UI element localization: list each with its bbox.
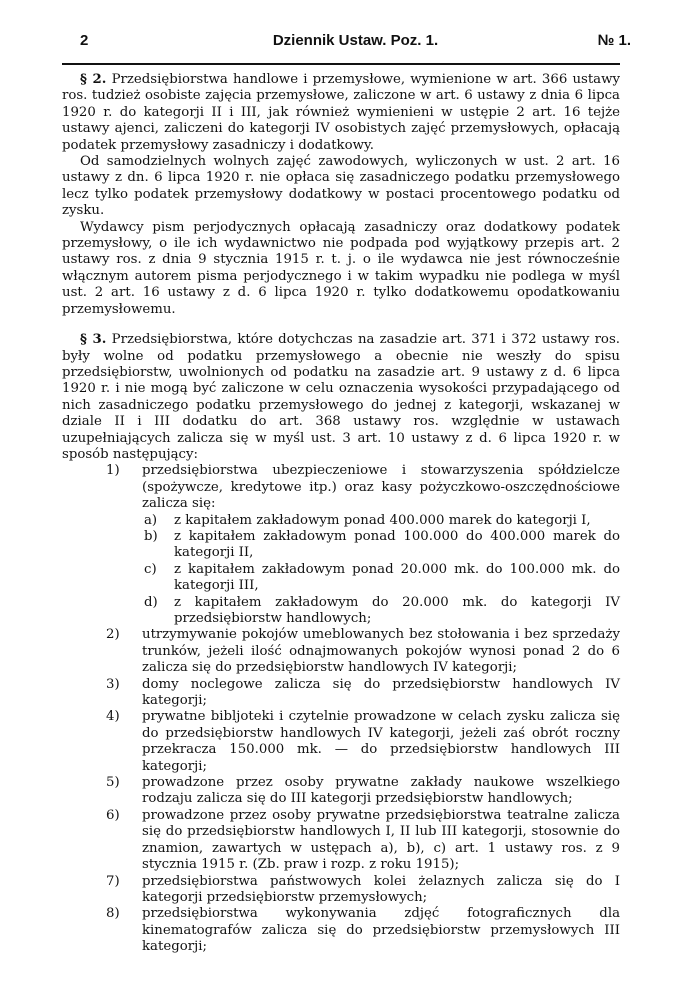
header-divider (62, 63, 620, 65)
list-item (62, 627, 620, 676)
list-item (62, 906, 620, 955)
issue-number: № 1. (597, 32, 631, 49)
sub-list-item (62, 562, 620, 595)
sub-item-letter: d) (144, 594, 158, 610)
list-item-text: domy noclegowe zalicza się do przedsiębiorstw handlowych IV kategorji; (142, 676, 620, 709)
sub-item-text: z kapitałem zakładowym ponad 100.000 do 400.000 marek do kategorji II, (174, 528, 620, 561)
list-item (62, 677, 620, 710)
list-item-number: 8) (106, 906, 120, 922)
sub-list-item (62, 529, 620, 562)
section-2-text-1: Przedsiębiorstwa handlowe i przemysłowe, wymienione w art. 366 ustawy ros. tudzież osobiste zajęcia przemysłowe, zaliczone w art. 6 ustawy z dnia 6 lipca 1920 r. do kategorji II i III, jak również wymienieni w ustępie 2 art. 16 tejże ustawy ajenci, zaliczeni do kategorji IV osobistych zajęć przemysłowych, opłacają podatek przemysłowy zasadniczy i dodatkowy. (62, 72, 620, 153)
section-2-paragraph-3: Wydawcy pism perjodycznych opłacają zasadniczy oraz dodatkowy podatek przemysłowy, o ile ich wydawnictwo nie podpada pod wyjątkowy przepis art. 2 ustawy ros. z dnia 9 stycznia 1915 r. t. j. o ile wydawca nie jest równocześnie włącznym autorem pisma perjodycznego i w takim wypadku nie podlega w myśl ust. 2 art. 16 ustawy z d. 6 lipca 1920 r. tylko dodatkowemu opodatkowaniu przemysłowemu. (62, 219, 620, 317)
body-text (62, 72, 620, 956)
list-item-number: 7) (106, 873, 120, 889)
list-item-number: 5) (106, 775, 120, 791)
section-gap (62, 318, 620, 332)
sub-item-letter: c) (144, 561, 157, 577)
sub-item-letter: b) (144, 528, 158, 544)
section-2-paragraph-2: Od samodzielnych wolnych zajęć zawodowych, wyliczonych w ust. 2 art. 16 ustawy z dn. 6 lipca 1920 r. nie opłaca się zasadniczego podatku przemysłowego lecz tylko podatek przemysłowy dodatkowy w postaci procentowego podatku od zysku. (62, 154, 620, 219)
sub-item-text: z kapitałem zakładowym do 20.000 mk. do kategorji IV przedsiębiorstw handlowych; (174, 594, 620, 626)
list-item-number: 4) (106, 709, 120, 725)
sub-list-item (62, 595, 620, 628)
list-item-number: 6) (106, 807, 120, 823)
list-item-text: przedsiębiorstwa państwowych kolei żelaznych zalicza się do I kategorji przedsiębiorstw przemysłowych; (142, 873, 620, 905)
list-item (62, 808, 620, 874)
section-3-number: § 3. (80, 332, 107, 348)
list-item-text: prowadzone przez osoby prywatne przedsiębiorstwa teatralne zalicza się do przedsiębiorstw handlowych I, II lub III kategorji, stosownie do znamion, zawartych w ustępach a), b), c) art. 1 ustawy ros. z 9 stycznia 1915 r. (Zb. praw i rozp. z roku 1915); (142, 807, 620, 873)
sub-item-letter: a) (144, 512, 158, 528)
list-item (62, 709, 620, 775)
section-3-intro (62, 332, 620, 463)
list-item-text: utrzymywanie pokojów umeblowanych bez stołowania i bez sprzedaży trunków, jeżeli ilość odnajmowanych pokojów wynosi ponad 2 do 6 zalicza się do przedsiębiorstw handlowych IV kategorji; (142, 627, 620, 676)
list-item (62, 775, 620, 808)
section-2-paragraph-1 (62, 72, 620, 154)
section-2-number: § 2. (80, 72, 107, 87)
list-item-text: prowadzone przez osoby prywatne zakłady naukowe wszelkiego rodzaju zalicza się do III kategorji przedsiębiorstw handlowych; (142, 775, 620, 807)
list-item-number: 1) (106, 463, 120, 479)
list-item (62, 874, 620, 907)
list-item-text: przedsiębiorstwa wykonywania zdjęć fotograficznych dla kinematografów zalicza się do przedsiębiorstw przemysłowych III kategorji; (142, 906, 620, 955)
list-item (62, 463, 620, 512)
sub-item-text: z kapitałem zakładowym ponad 20.000 mk. do 100.000 mk. do kategorji III, (174, 561, 620, 594)
page-number: 2 (80, 32, 89, 49)
sub-item-text: z kapitałem zakładowym ponad 400.000 marek do kategorji I, (174, 512, 591, 528)
page-header (80, 30, 631, 56)
journal-title: Dziennik Ustaw. Poz. 1. (272, 32, 439, 49)
list-item-number: 2) (106, 627, 120, 643)
list-item-text: przedsiębiorstwa ubezpieczeniowe i stowarzyszenia spółdzielcze (spożywcze, kredytowe itp.) oraz kasy pożyczkowo-oszczędnościowe zalicza się: (142, 463, 620, 512)
section-3-intro-text: Przedsiębiorstwa, które dotychczas na zasadzie art. 371 i 372 ustawy ros. były wolne od podatku przemysłowego a obecnie nie weszły do spisu przedsiębiorstw, uwolnionych od podatku na zasadzie art. 9 ustawy z d. 6 lipca 1920 r. i nie mogą być zaliczone w celu oznaczenia wysokości przypadającego od nich zasadniczego podatku przemysłowego do jednej z kategorji, wskazanej w dziale II i III dodatku do art. 368 ustawy ros. względnie w ustawach uzupełniających zalicza się w myśl ust. 3 art. 10 ustawy z d. 6 lipca 1920 r. w sposób następujący: (62, 332, 620, 462)
sub-list-item (62, 513, 620, 529)
list-item-text: prywatne bibljoteki i czytelnie prowadzone w celach zysku zalicza się do przedsiębiorstw handlowych IV kategorji, jeżeli zaś obrót roczny przekracza 150.000 mk. — do przedsiębiorstw handlowych III kategorji; (142, 709, 620, 774)
list-item-number: 3) (106, 676, 120, 692)
section-3-list (62, 463, 620, 955)
